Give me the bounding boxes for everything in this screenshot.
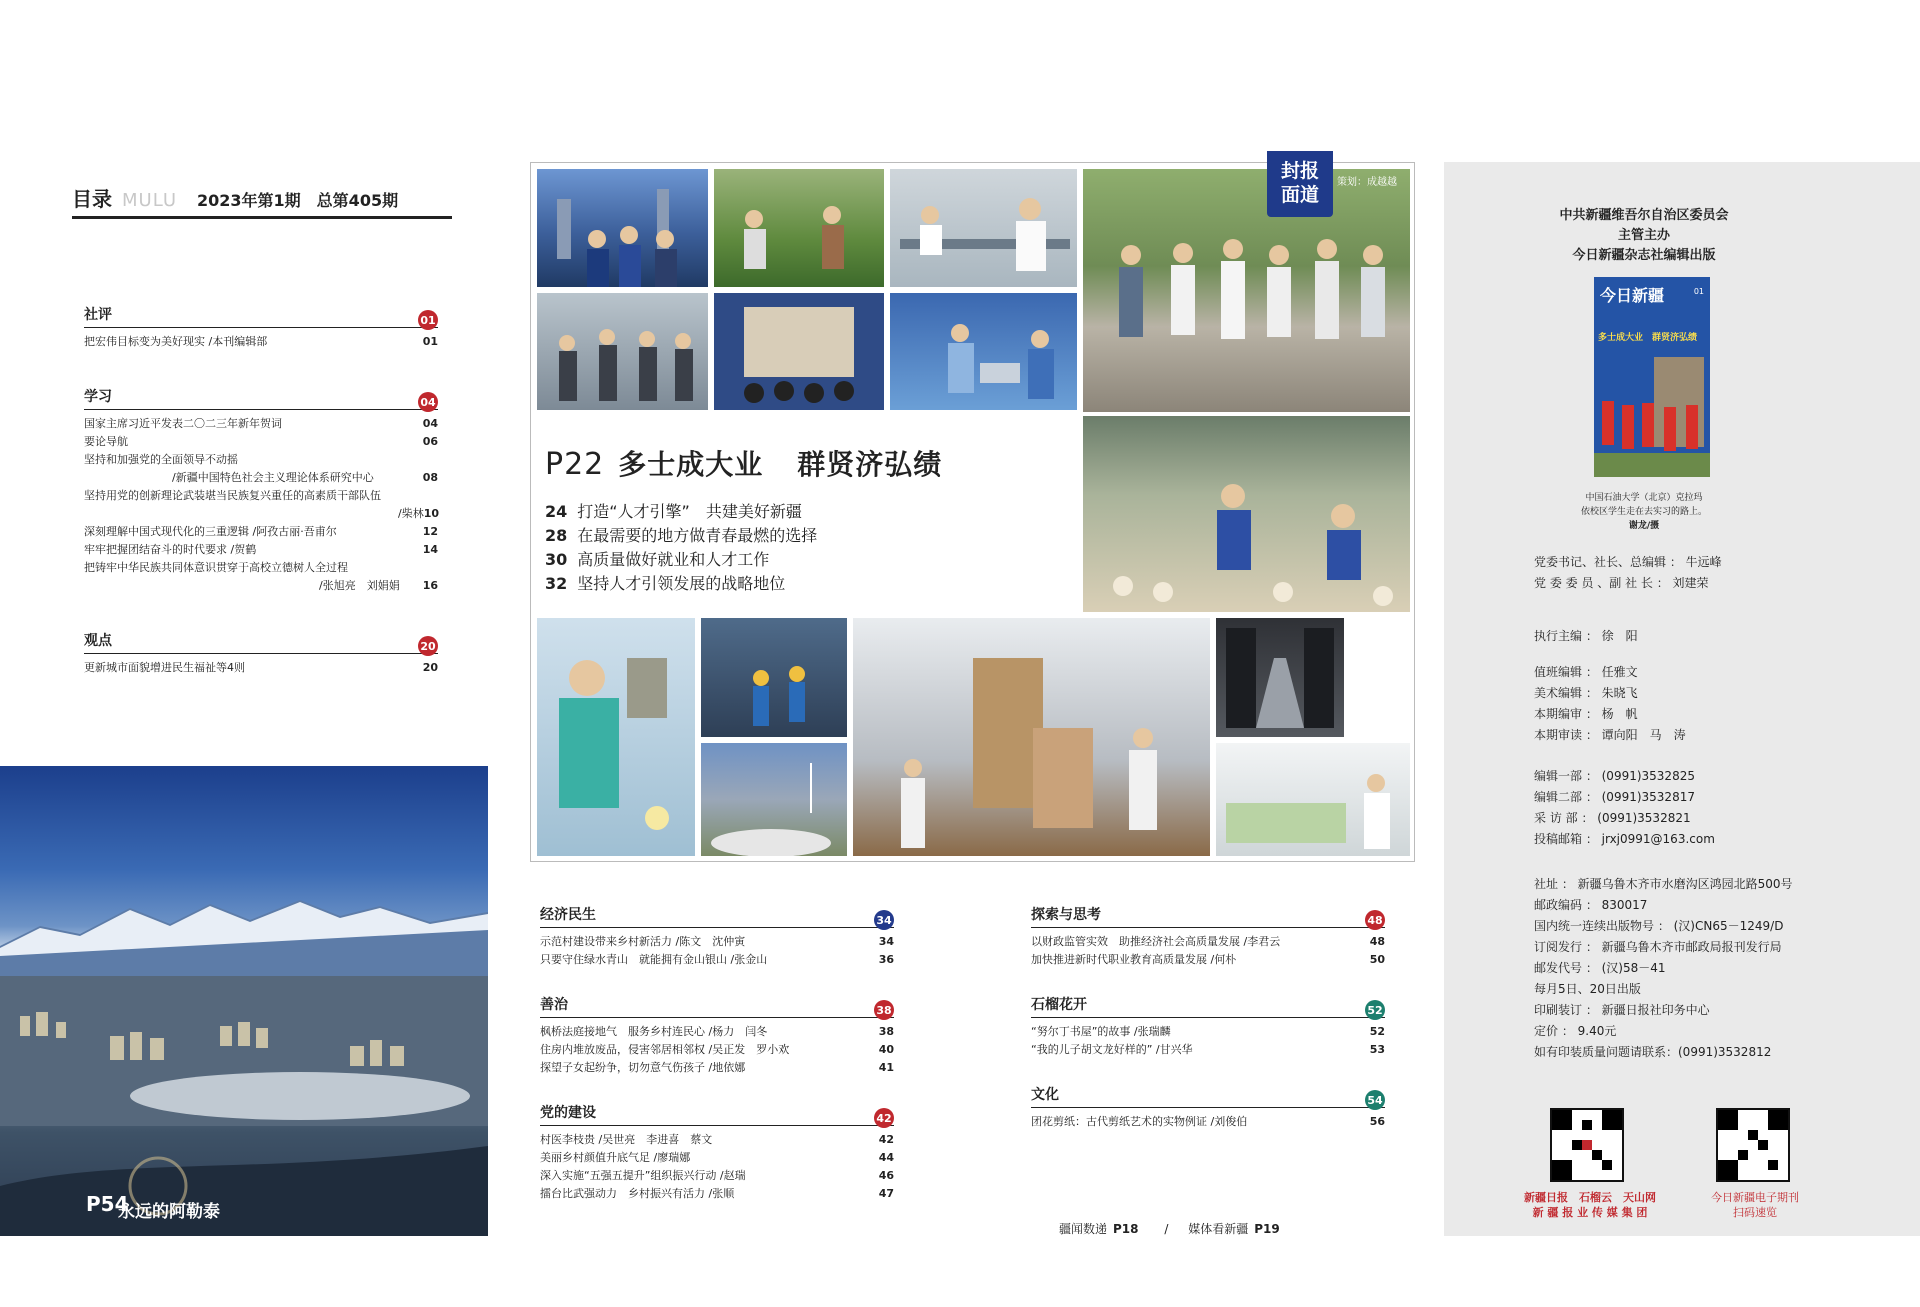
- toc-entry-title: “努尔丁书屋”的故事 /张瑞麟: [1031, 1025, 1171, 1038]
- toc-entry[interactable]: [84, 542, 438, 558]
- qr-label-line1: 新疆日报 石榴云 天山网: [1524, 1191, 1656, 1204]
- toc-middle-right: [1031, 906, 1385, 1130]
- mag-issue: 01: [1693, 287, 1704, 296]
- toc-entry-title: 坚持和加强党的全面领导不动摇: [84, 453, 238, 466]
- toc-entry[interactable]: [540, 1132, 894, 1148]
- photo-campus-walk: [1083, 169, 1410, 412]
- cover-title-a: 多士成大业: [618, 448, 764, 481]
- toc-section-page-badge: 54: [1365, 1090, 1385, 1110]
- toc-entry[interactable]: [84, 488, 438, 504]
- toc-header: [72, 183, 452, 219]
- toc-title: 目录: [72, 187, 112, 211]
- photo-wind-turbines: [701, 743, 847, 856]
- toc-section-page-badge: 48: [1365, 910, 1385, 930]
- cover-item-page: 32: [545, 574, 568, 593]
- cover-title-b: 群贤济弘绩: [797, 448, 943, 481]
- org-line-1: 中共新疆维吾尔自治区委员会: [1559, 208, 1729, 223]
- toc-entry-page: 04: [422, 417, 438, 430]
- toc-section-page-badge: 20: [418, 636, 438, 656]
- toc-left-sections: [84, 306, 438, 676]
- toc-entry-title: 深刻理解中国式现代化的三重逻辑 /阿孜古丽·吾甫尔: [84, 525, 337, 538]
- toc-entry-title: 枫桥法庭接地气 服务乡村连民心 /杨力 闫冬: [540, 1025, 768, 1038]
- toc-entry-page: 20: [422, 661, 438, 674]
- toc-entry-page: 16: [422, 579, 438, 592]
- toc-entry[interactable]: [540, 1186, 894, 1202]
- mag-headline: 多士成大业 群贤济弘绩: [1598, 333, 1698, 343]
- staff-block-3: [1534, 662, 1686, 746]
- toc-entry-page: 42: [878, 1133, 894, 1146]
- landscape-page-mark: P54: [86, 1192, 129, 1216]
- toc-entry-title: “我的儿子胡文龙好样的” /甘兴华: [1031, 1043, 1193, 1056]
- cover-badge-line1: 封报: [1280, 160, 1319, 182]
- cover-item-page: 30: [545, 550, 568, 569]
- toc-entry-page: 10: [423, 507, 440, 520]
- photo-mushroom-farm: [1083, 416, 1410, 612]
- toc-section: [540, 1104, 894, 1202]
- toc-section-header: [1031, 906, 1385, 928]
- photo-factory-tour: [537, 293, 708, 410]
- toc-entry-title: 深入实施“五强五提升”组织振兴行动 /赵瑞: [540, 1169, 746, 1182]
- cover-photo-caption: [1444, 491, 1844, 533]
- footer-item-a[interactable]: 疆闻数递: [1059, 1222, 1108, 1236]
- cover-item-text: 在最需要的地方做青春最燃的选择: [577, 526, 818, 545]
- toc-entry-page: 50: [1369, 953, 1385, 966]
- toc-entry-title: 更新城市面貌增进民生福祉等4则: [84, 661, 245, 674]
- org-line-2: 主管主办: [1617, 228, 1670, 243]
- qr-label-line2: 扫码速览: [1733, 1206, 1777, 1219]
- photo-classroom: [714, 293, 884, 410]
- toc-entry[interactable]: [84, 660, 438, 676]
- staff-line: 值班编辑 ： 任雅文: [1534, 665, 1638, 679]
- info-line: 订阅发行 ： 新疆乌鲁木齐市邮政局报刊发行局: [1534, 940, 1782, 954]
- toc-entry-title: 住房内堆放废品，侵害邻居相邻权 /吴正发 罗小欢: [540, 1043, 790, 1056]
- toc-section: [1031, 996, 1385, 1058]
- toc-entry[interactable]: [84, 434, 438, 450]
- footer-page-b: P19: [1254, 1222, 1280, 1236]
- photo-transformer-factory: [853, 618, 1210, 856]
- photo-plant-lab: [1216, 743, 1410, 856]
- toc-entry-page: 41: [878, 1061, 894, 1074]
- toc-section-name: 善治: [540, 997, 568, 1013]
- toc-section-page-badge: 01: [418, 310, 438, 330]
- toc-entry[interactable]: [540, 1150, 894, 1166]
- staff-block-2: [1534, 626, 1638, 647]
- photo-industry-visit: [537, 169, 708, 287]
- toc-entry-title: /新疆中国特色社会主义理论体系研究中心: [172, 471, 374, 484]
- toc-entry-title: 探望子女起纷争，切勿意气伤孩子 /地依娜: [540, 1061, 746, 1074]
- toc-entry-page: 47: [878, 1187, 894, 1200]
- qr-label-group: [1510, 1190, 1670, 1220]
- toc-middle-left: [540, 906, 894, 1202]
- toc-entry[interactable]: [540, 1024, 894, 1040]
- toc-entry-page: 12: [422, 525, 438, 538]
- landscape-photo: [0, 766, 488, 1236]
- cover-item[interactable]: [545, 499, 802, 522]
- toc-entry-title: 要论导航: [84, 435, 128, 448]
- toc-entry-title: 加快推进新时代职业教育高质量发展 /何朴: [1031, 953, 1237, 966]
- toc-entry-page: 34: [878, 935, 894, 948]
- toc-entry[interactable]: [540, 1042, 894, 1058]
- photo-laboratory: [890, 169, 1077, 287]
- info-line: 社址 ： 新疆乌鲁木齐市水磨沟区鸿园北路500号: [1534, 877, 1793, 891]
- info-line: 邮政编码 ： 830017: [1534, 898, 1648, 912]
- toc-entry-title: 坚持用党的创新理论武装堪当民族复兴重任的高素质干部队伍: [84, 489, 381, 502]
- toc-section-name: 文化: [1031, 1087, 1059, 1103]
- toc-section: [84, 388, 438, 594]
- toc-section-name: 社评: [84, 307, 112, 323]
- qr-label-line2: 新 疆 报 业 传 媒 集 团: [1532, 1206, 1648, 1219]
- toc-entry[interactable]: [84, 578, 438, 594]
- staff-line: 执行主编 ： 徐 阳: [1534, 629, 1638, 643]
- cover-item-page: 28: [545, 526, 568, 545]
- toc-entry-title: 把宏伟目标变为美好现实 /本刊编辑部: [84, 335, 268, 348]
- staff-line: 美术编辑 ： 朱晓飞: [1534, 686, 1638, 700]
- cover-headline: [545, 443, 942, 483]
- cover-item[interactable]: [545, 571, 785, 594]
- cover-story-badge: [1267, 151, 1333, 217]
- toc-title-en: MULU: [122, 190, 178, 211]
- toc-entry-title: 村医李枝贵 /吴世亮 李进喜 蔡文: [540, 1133, 713, 1146]
- toc-section: [84, 632, 438, 676]
- toc-entry[interactable]: [84, 334, 438, 350]
- cover-editor: 策划：成越越: [1337, 177, 1397, 188]
- issue-number: 2023年第1期 总第405期: [197, 191, 399, 210]
- toc-entry-title: 擂台比武强动力 乡村振兴有活力 /张顺: [540, 1187, 735, 1200]
- toc-section: [540, 996, 894, 1076]
- info-line: 如有印装质量问题请联系：(0991)3532812: [1534, 1045, 1772, 1059]
- toc-section-header: [84, 388, 438, 410]
- toc-section-header: [1031, 996, 1385, 1018]
- toc-section-name: 观点: [84, 633, 112, 649]
- toc-entry-title: /柴林: [398, 507, 424, 520]
- toc-entry[interactable]: [84, 470, 438, 486]
- toc-entry-page: 38: [878, 1025, 894, 1038]
- mag-cover-art: [1594, 357, 1710, 477]
- caption-line-1: 中国石油大学（北京）克拉玛: [1585, 493, 1703, 503]
- city-view: [0, 976, 488, 1126]
- toc-entry-page: 01: [422, 335, 438, 348]
- footer-separator: /: [1164, 1222, 1169, 1236]
- toc-entry-title: 国家主席习近平发表二〇二三年新年贺词: [84, 417, 282, 430]
- toc-entry-page: 06: [422, 435, 438, 448]
- publication-info: [1534, 874, 1793, 1063]
- toc-entry[interactable]: [1031, 1042, 1385, 1058]
- staff-line: 党委书记、社长、总编辑 ： 牛远峰: [1534, 555, 1722, 569]
- snow-mountains: [0, 886, 488, 986]
- toc-section: [84, 306, 438, 350]
- caption-line-2: 依校区学生走在去实习的路上。: [1580, 507, 1707, 517]
- toc-section-page-badge: 42: [874, 1108, 894, 1128]
- staff-block-1: [1534, 552, 1722, 594]
- cover-badge-line2: 面道: [1280, 184, 1319, 206]
- photo-credit: 谢龙/摄: [1628, 521, 1660, 531]
- cover-item-page: 24: [545, 502, 568, 521]
- toc-section-name: 党的建设: [540, 1105, 596, 1121]
- cover-item-text: 打造“人才引擎” 共建美好新疆: [577, 502, 802, 521]
- toc-section-header: [1031, 1086, 1385, 1108]
- toc-section-page-badge: 04: [418, 392, 438, 412]
- masthead-panel: [1444, 162, 1920, 1236]
- photo-research-lab: [890, 293, 1077, 410]
- toc-entry-title: 以财政监管实效 助推经济社会高质量发展 /李君云: [1031, 935, 1281, 948]
- toc-entry-page: 52: [1369, 1025, 1385, 1038]
- toc-entry-title: 团花剪纸：古代剪纸艺术的实物例证 /刘俊伯: [1031, 1115, 1248, 1128]
- publisher-info: [1444, 206, 1844, 266]
- toc-section-name: 石榴花开: [1031, 997, 1087, 1013]
- toc-entry[interactable]: [1031, 1114, 1385, 1130]
- contact-block: [1534, 766, 1715, 850]
- toc-section-page-badge: 34: [874, 910, 894, 930]
- toc-entry[interactable]: [84, 506, 438, 522]
- contact-line: 编辑二部 ： (0991)3532817: [1534, 790, 1695, 804]
- toc-entry[interactable]: [84, 416, 438, 432]
- toc-entry-title: /张旭亮 刘娟娟: [319, 579, 400, 592]
- toc-section-page-badge: 52: [1365, 1000, 1385, 1020]
- info-line: 定价 ： 9.40元: [1534, 1024, 1617, 1038]
- photo-surgeon: [537, 618, 695, 856]
- toc-entry[interactable]: [540, 1060, 894, 1076]
- toc-section-header: [540, 1104, 894, 1126]
- toc-entry-page: 56: [1369, 1115, 1385, 1128]
- toc-entry-title: 美丽乡村颜值升底气足 /廖瑞娜: [540, 1151, 691, 1164]
- toc-entry[interactable]: [540, 1168, 894, 1184]
- toc-section: [1031, 906, 1385, 968]
- toc-entry-page: 53: [1369, 1043, 1385, 1056]
- toc-entry-title: 把铸牢中华民族共同体意识贯穿于高校立德树人全过程: [84, 561, 348, 574]
- photo-greenhouse: [714, 169, 884, 287]
- toc-entry-page: 40: [878, 1043, 894, 1056]
- toc-entry-page: 46: [878, 1169, 894, 1182]
- toc-entry[interactable]: [84, 452, 438, 468]
- toc-entry[interactable]: [84, 560, 438, 576]
- toc-section-name: 探索与思考: [1031, 907, 1101, 923]
- info-line: 每月5日、20日出版: [1534, 982, 1641, 996]
- photo-engineers-structure: [701, 618, 847, 737]
- toc-section: [1031, 1086, 1385, 1130]
- toc-section-header: [84, 632, 438, 654]
- photo-data-center: [1216, 618, 1344, 737]
- toc-entry-title: 只要守住绿水青山 就能拥有金山银山 /张金山: [540, 953, 768, 966]
- cover-item-text: 坚持人才引领发展的战略地位: [577, 574, 786, 593]
- qr-label-emagazine: [1680, 1190, 1830, 1220]
- middle-footer: [1059, 1220, 1286, 1237]
- staff-line: 本期审读 ： 谭向阳 马 涛: [1534, 728, 1686, 742]
- toc-entry-title: 示范村建设带来乡村新活力 /陈文 沈仲寅: [540, 935, 746, 948]
- toc-section-name: 学习: [84, 389, 112, 405]
- landscape-caption: 永远的阿勒泰: [118, 1202, 220, 1222]
- magazine-cover-thumbnail: [1594, 277, 1710, 477]
- qr-pattern-icon: [1552, 1110, 1622, 1180]
- toc-entry-page: 08: [422, 471, 438, 484]
- toc-section-name: 经济民生: [540, 907, 596, 923]
- qr-code-group[interactable]: [1550, 1108, 1624, 1182]
- contact-line: 编辑一部 ： (0991)3532825: [1534, 769, 1695, 783]
- toc-entry[interactable]: [1031, 934, 1385, 950]
- toc-entry-page: 14: [422, 543, 438, 556]
- toc-section-page-badge: 38: [874, 1000, 894, 1020]
- toc-entry-page: 48: [1369, 935, 1385, 948]
- toc-entry[interactable]: [84, 524, 438, 540]
- toc-entry-page: 36: [878, 953, 894, 966]
- footer-item-b[interactable]: 媒体看新疆: [1188, 1222, 1249, 1236]
- staff-line: 本期编审 ： 杨 帆: [1534, 707, 1638, 721]
- toc-section-header: [540, 996, 894, 1018]
- cover-item-text: 高质量做好就业和人才工作: [577, 550, 770, 569]
- foreground-hill: [0, 1146, 488, 1236]
- info-line: 邮发代号 ： (汉)58－41: [1534, 961, 1666, 975]
- toc-entry[interactable]: [1031, 952, 1385, 968]
- cover-item[interactable]: [545, 547, 769, 570]
- staff-line: 党 委 委 员 、副 社 长 ： 刘建荣: [1534, 576, 1709, 590]
- toc-entry-title: 牢牢把握团结奋斗的时代要求 /贺鹤: [84, 543, 257, 556]
- footer-page-a: P18: [1113, 1222, 1139, 1236]
- toc-entry[interactable]: [1031, 1024, 1385, 1040]
- info-line: 印刷装订 ： 新疆日报社印务中心: [1534, 1003, 1710, 1017]
- mag-title: 今日新疆: [1600, 286, 1665, 305]
- email-line[interactable]: 投稿邮箱 ： jrxj0991@163.com: [1534, 832, 1715, 846]
- toc-section: [540, 906, 894, 968]
- qr-code-emagazine[interactable]: [1716, 1108, 1790, 1182]
- org-line-3: 今日新疆杂志社编辑出版: [1572, 248, 1716, 263]
- toc-entry-page: 44: [878, 1151, 894, 1164]
- toc-section-header: [84, 306, 438, 328]
- cover-story-panel: [530, 162, 1415, 862]
- cover-page-mark: P22: [545, 447, 605, 482]
- qr-pattern-icon: [1718, 1110, 1788, 1180]
- qr-label-line1: 今日新疆电子期刊: [1711, 1191, 1799, 1204]
- toc-entry[interactable]: [540, 952, 894, 968]
- toc-section-header: [540, 906, 894, 928]
- cover-item[interactable]: [545, 523, 817, 546]
- info-line: 国内统一连续出版物号 ： (汉)CN65－1249/D: [1534, 919, 1784, 933]
- contact-line: 采 访 部 ： (0991)3532821: [1534, 811, 1691, 825]
- toc-entry[interactable]: [540, 934, 894, 950]
